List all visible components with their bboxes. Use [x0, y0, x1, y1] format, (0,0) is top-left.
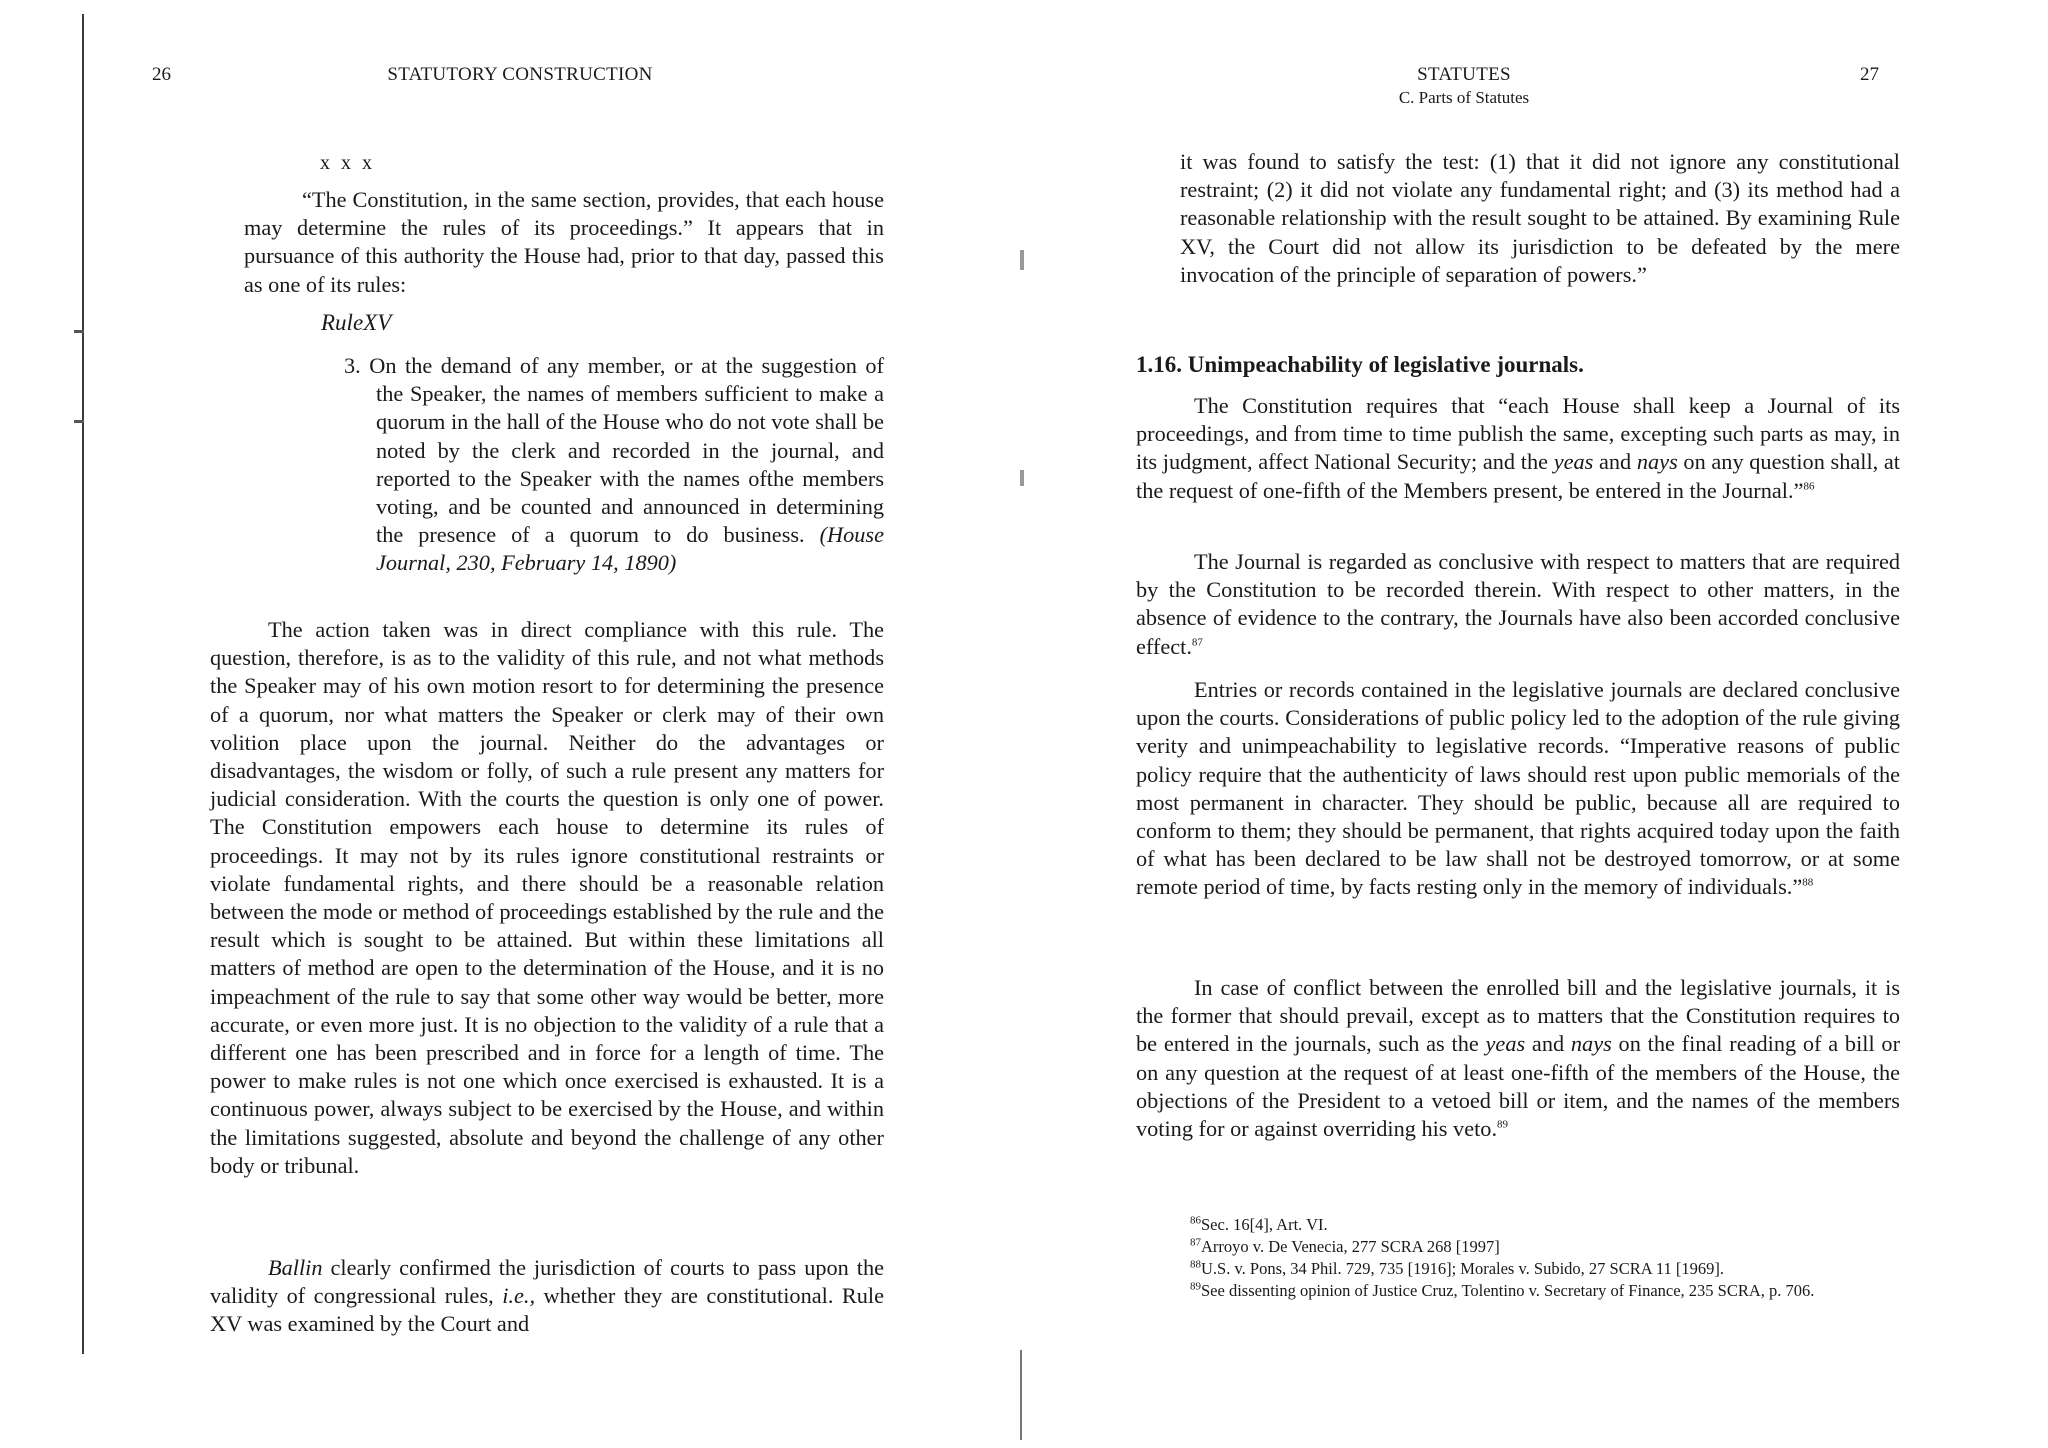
ballin-paragraph-text: clearly confirmed the jurisdiction of courts to pass upon the validity of congressional rules, — [210, 1255, 884, 1309]
body-paragraph-text: on the final reading of a bill or on any question at the request of at least one-fifth of the members of the House, the objections of the President to a vetoed bill or item, and the names of the members voting for or against overriding his veto. — [1136, 1031, 1901, 1142]
footnote — [1136, 1236, 1900, 1258]
right-page — [1024, 0, 2048, 1448]
body-paragraph — [1136, 548, 1900, 661]
footnote-text: Arroyo v. De Venecia, 277 SCRA 268 [1997] — [1201, 1237, 1500, 1256]
continued-paragraph — [1180, 148, 1900, 289]
footnote-marker: 87 — [1191, 636, 1203, 649]
body-paragraph-text: on any question shall, at the request of one-fifth of the Members present, be entered in the Journal.” — [1136, 449, 1900, 503]
ballin-paragraph — [210, 1254, 884, 1339]
page-number: 26 — [152, 64, 171, 85]
yeas-term: yeas — [1485, 1031, 1526, 1057]
gutter-smudge — [1020, 1350, 1022, 1440]
body-paragraph-text: Entries or records contained in the legislative journals are declared conclusive upon the courts. Considerations of public policy led to the adoption of the rule giving verity and unimpeachability to legislative records. “Imperative reasons of public policy require that the authenticity of laws should rest upon public memorials of the most permanent in character. They should be public, because all are required to conform to them; they should be permanent, that rights acquired today upon the faith of what has been declared to be law shall not be destroyed tomorrow, or at some remote period of time, by facts resting only in the memory of individuals.” — [1136, 677, 1900, 900]
page-number: 27 — [1860, 64, 1879, 85]
footnote — [1136, 1280, 1900, 1302]
ie-abbrev: i.e., — [502, 1283, 536, 1309]
body-paragraph-text: The Journal is regarded as conclusive with respect to matters that are required by the Constitution to be recorded therein. With respect to other matters, in the absence of evidence to the contrary, the Journals have also been accorded conclusive effect. — [1136, 549, 1900, 659]
section-heading: 1.16. Unimpeachability of legislative journals. — [1136, 352, 1584, 377]
yeas-term: yeas — [1553, 449, 1594, 475]
left-page — [0, 0, 1000, 1448]
running-subhead: C. Parts of Statutes — [1398, 88, 1530, 107]
continued-paragraph-text: it was found to satisfy the test: (1) that it did not ignore any constitutional restraint; (2) it did not violate any fundamental right; and (3) its method had a reasonable relationship with the result sought to be attained. By examining Rule XV, the Court did not allow its jurisdiction to be defeated by the mere invocation of the principle of separation of powers.” — [1180, 149, 1900, 287]
quoted-paragraph-text: “The Constitution, in the same section, provides, that each house may determine the rules of its proceedings.” It appears that in pursuance of this authority the House had, prior to that day, passed this as one of its rules: — [244, 187, 884, 297]
body-paragraph-text: In case of conflict between the enrolled bill and the legislative journals, it is the former that should prevail, except as to matters that the Constitution requires to be entered in the journals, such as the — [1136, 975, 1900, 1057]
conjunction: and — [1593, 449, 1637, 475]
nays-term: nays — [1636, 449, 1678, 475]
footnote-marker: 88 — [1802, 877, 1814, 889]
rule-text-body: 3. On the demand of any member, or at the suggestion of the Speaker, the names of members sufficient to make a quorum in the hall of the House who do not vote shall be noted by the clerk and recorded in the journal, and reported to the Speaker with the names ofthe members voting, and be counted and announced in determining the presence of a quorum to do business. — [344, 353, 884, 548]
body-paragraph — [210, 616, 884, 1180]
binding-edge — [82, 14, 84, 1354]
running-head: STATUTES — [1417, 64, 1511, 85]
footnotes — [1136, 1214, 1900, 1302]
footnote-marker: 86 — [1803, 480, 1815, 493]
rule-title: RuleXV — [321, 310, 392, 335]
body-paragraph-text: The action taken was in direct compliance with this rule. The question, therefore, is as to the validity of this rule, and not what methods the Speaker may of his own motion resort to for determining the presence of a quorum, nor what matters the Speaker or clerk may of their own volition place upon the journal. Neither do the advantages or disadvantages, the wisdom or folly, of such a rule present any matters for judicial consideration. With the courts the question is only one of power. The Constitution empowers each house to determine its rules of proceedings. It may not by its rules ignore constitutional restraints or violate fundamental rights, and there should be a reasonable relation between the mode or method of proceedings established by the rule and the result which is sought to be attained. But within these limitations all matters of method are open to the determination of the House, and it is no impeachment of the rule to say that some other way would be better, more accurate, or even more just. It is no objection to the validity of a rule that a different one has been prescribed and in force for a length of time. The power to make rules is not one which once exercised is exhausted. It is a continuous power, always subject to be exercised by the House, and within the limitations suggested, absolute and beyond the challenge of any other body or tribunal. — [210, 617, 884, 1178]
footnote-number: 87 — [1190, 1236, 1201, 1249]
case-name-ballin: Ballin — [268, 1255, 323, 1280]
body-paragraph — [1136, 974, 1900, 1143]
footnote — [1136, 1258, 1900, 1280]
conjunction: and — [1525, 1031, 1571, 1057]
nays-term: nays — [1570, 1031, 1612, 1057]
footnote — [1136, 1214, 1900, 1236]
footnote-text: See dissenting opinion of Justice Cruz, Tolentino v. Secretary of Finance, 235 SCRA, p. 706. — [1201, 1281, 1815, 1300]
body-paragraph — [1136, 392, 1900, 505]
body-paragraph-text: The Constitution requires that “each House shall keep a Journal of its proceedings, and from time to time publish the same, excepting such parts as may, in its judgment, affect National Security; and the — [1136, 393, 1900, 475]
footnote-number: 89 — [1190, 1280, 1201, 1293]
rule-citation: (House Journal, 230, February 14, 1890) — [376, 522, 884, 576]
rule-text — [344, 352, 884, 578]
running-head: STATUTORY CONSTRUCTION — [387, 64, 653, 85]
binding-tick — [74, 420, 84, 423]
footnote-number: 86 — [1190, 1214, 1201, 1227]
quoted-paragraph — [244, 186, 884, 299]
body-paragraph — [1136, 676, 1900, 902]
footnote-text: U.S. v. Pons, 34 Phil. 729, 735 [1916]; Morales v. Subido, 27 SCRA 11 [1969]. — [1201, 1259, 1724, 1278]
ellipsis-marker: x x x — [320, 152, 375, 174]
footnote-text: Sec. 16[4], Art. VI. — [1201, 1215, 1328, 1234]
footnote-marker: 89 — [1497, 1118, 1509, 1131]
ballin-paragraph-end: whether they are constitutional. Rule XV was examined by the Court and — [210, 1283, 884, 1337]
binding-tick — [74, 330, 84, 333]
footnote-number: 88 — [1190, 1258, 1201, 1271]
